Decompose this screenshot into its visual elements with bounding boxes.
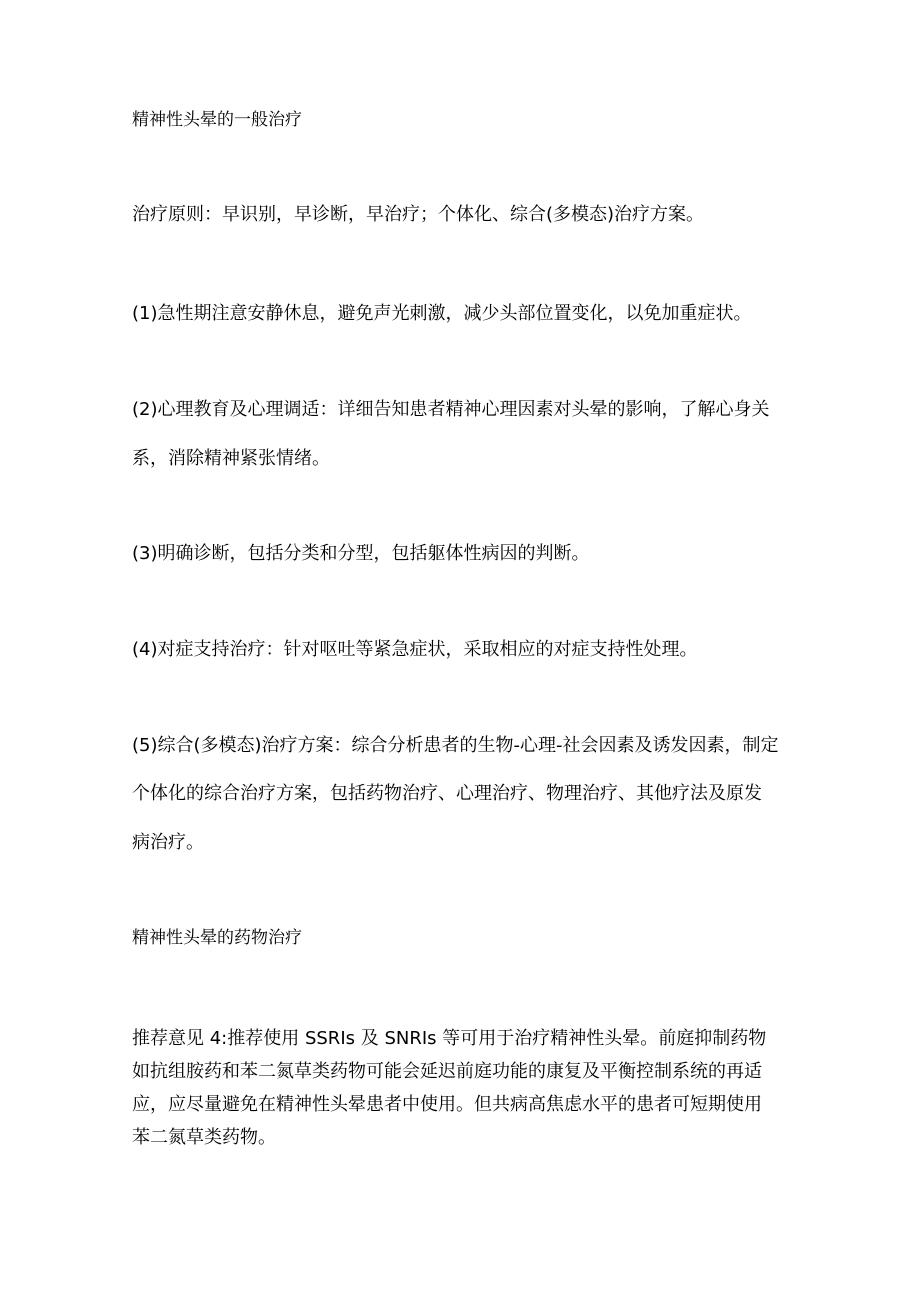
section-heading-drug-treatment: 精神性头晕的药物治疗	[132, 928, 302, 948]
recommendation-line-4: 苯二氮草类药物。	[132, 1127, 276, 1148]
treatment-item-2-line-1: (2)心理教育及心理调适：详细告知患者精神心理因素对头晕的影响，了解心身关	[132, 399, 770, 420]
treatment-item-5-line-3: 病治疗。	[132, 832, 204, 853]
treatment-item-3: (3)明确诊断，包括分类和分型，包括躯体性病因的判断。	[132, 543, 590, 564]
treatment-principle: 治疗原则：早识别，早诊断，早治疗；个体化、综合(多模态)治疗方案。	[132, 204, 705, 225]
treatment-item-4: (4)对症支持治疗：针对呕吐等紧急症状，采取相应的对症支持性处理。	[132, 639, 698, 660]
recommendation-line-1: 推荐意见 4:推荐使用 SSRIs 及 SNRIs 等可用于治疗精神性头晕。前庭抑制药物	[132, 1028, 767, 1049]
recommendation-line-2: 如抗组胺药和苯二氮草类药物可能会延迟前庭功能的康复及平衡控制系统的再适	[132, 1061, 762, 1082]
treatment-item-1: (1)急性期注意安静休息，避免声光刺激，减少头部位置变化，以免加重症状。	[132, 303, 752, 324]
treatment-item-5-line-1: (5)综合(多模态)治疗方案：综合分析患者的生物-心理-社会因素及诱发因素，制定	[132, 735, 779, 756]
treatment-item-2-line-2: 系，消除精神紧张情绪。	[132, 448, 330, 469]
treatment-item-5-line-2: 个体化的综合治疗方案，包括药物治疗、心理治疗、物理治疗、其他疗法及原发	[132, 783, 762, 804]
section-heading-general-treatment: 精神性头晕的一般治疗	[132, 110, 302, 130]
recommendation-line-3: 应，应尽量避免在精神性头晕患者中使用。但共病高焦虑水平的患者可短期使用	[132, 1094, 762, 1115]
